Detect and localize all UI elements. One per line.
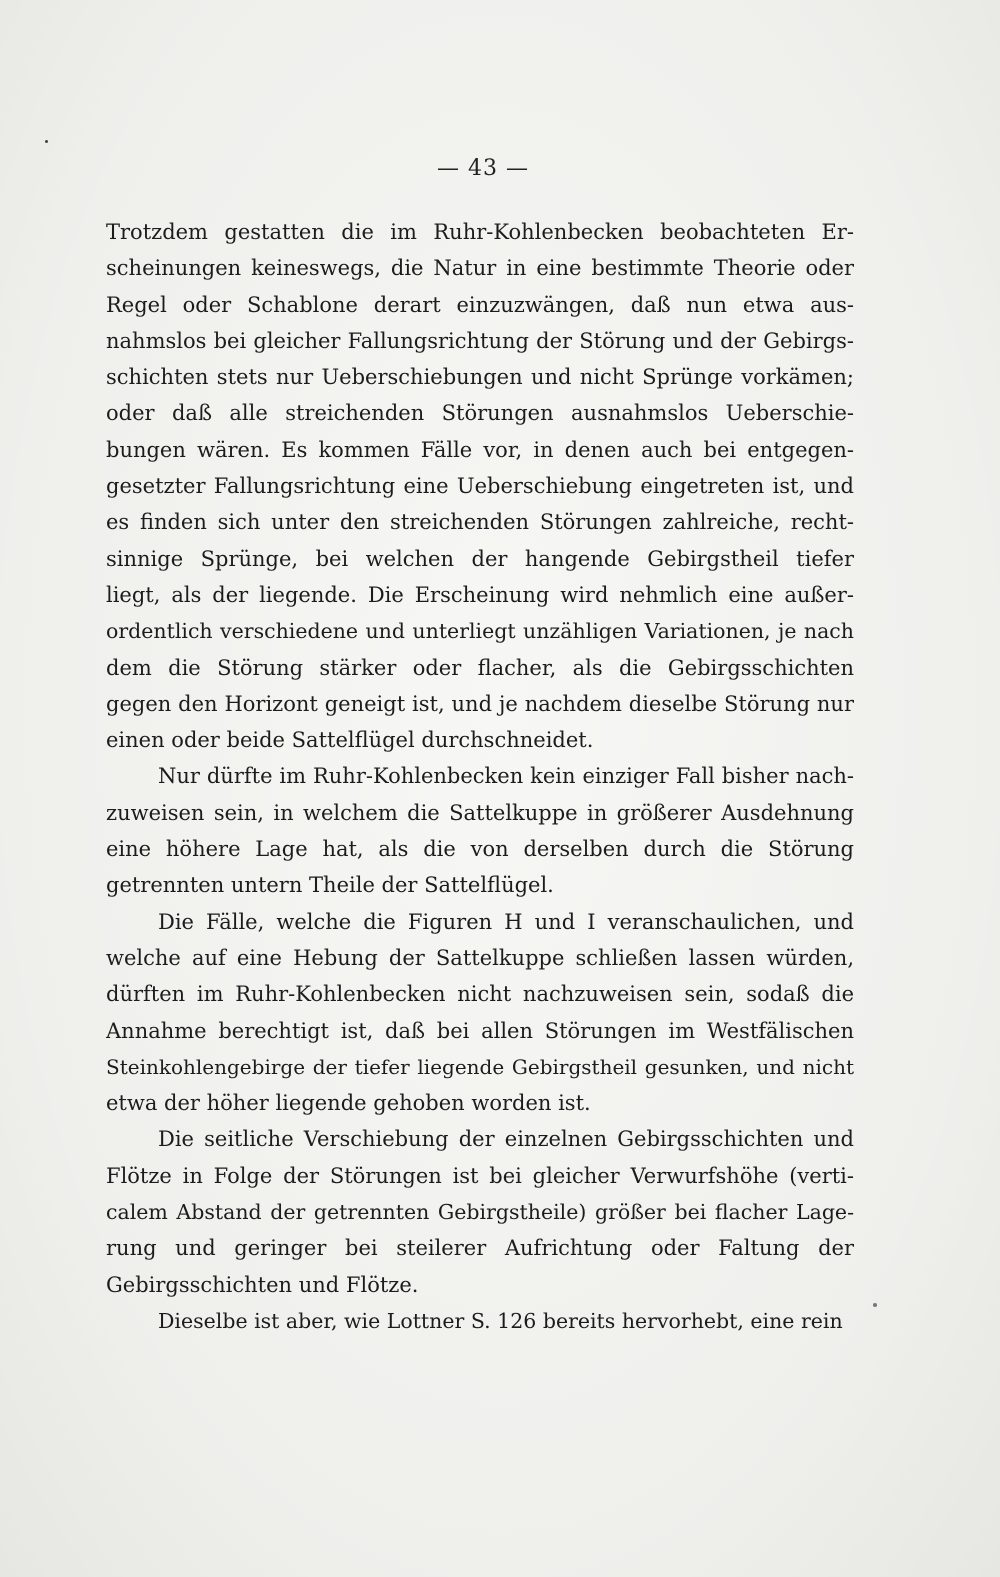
text-line: dem die Störung stärker oder flacher, als die Gebirgsschichten: [106, 655, 854, 680]
text-line: Steinkohlengebirge der tiefer liegende Gebirgstheil gesunken, und nicht: [106, 1054, 854, 1079]
dust-speck: [45, 140, 48, 143]
text-line: Gebirgsschichten und Flötze.: [106, 1272, 419, 1297]
text-line: ordentlich verschiedene und unterliegt unzähligen Variationen, je nach: [106, 619, 854, 644]
text-line: liegt, als der liegende. Die Erscheinung wird nehmlich eine außer-: [106, 582, 854, 607]
text-line: zuweisen sein, in welchem die Sattelkuppe in größerer Ausdehnung: [106, 800, 854, 825]
page-number: — 43 —: [437, 156, 529, 181]
body-text: [106, 214, 854, 1339]
text-line: calem Abstand der getrennten Gebirgstheile) größer bei flacher Lage-: [106, 1200, 854, 1225]
text-line: schichten stets nur Ueberschiebungen und nicht Sprünge vorkämen;: [106, 365, 854, 390]
text-line: getrennten untern Theile der Sattelflügel.: [106, 873, 554, 898]
text-line: sinnige Sprünge, bei welchen der hangende Gebirgstheil tiefer: [106, 546, 854, 571]
text-line: Annahme berechtigt ist, daß bei allen Störungen im Westfälischen: [106, 1018, 854, 1043]
text-line: scheinungen keineswegs, die Natur in eine bestimmte Theorie oder: [106, 256, 854, 281]
text-line: einen oder beide Sattelflügel durchschneidet.: [106, 728, 594, 753]
text-line: bungen wären. Es kommen Fälle vor, in denen auch bei entgegen-: [106, 437, 854, 462]
text-line: etwa der höher liegende gehoben worden ist.: [106, 1091, 591, 1116]
text-line: dürften im Ruhr-Kohlenbecken nicht nachzuweisen sein, sodaß die: [106, 982, 854, 1007]
text-line: Die seitliche Verschiebung der einzelnen Gebirgsschichten und: [158, 1127, 854, 1152]
text-line: gegen den Horizont geneigt ist, und je nachdem dieselbe Störung nur: [106, 691, 854, 716]
text-line: Nur dürfte im Ruhr-Kohlenbecken kein einziger Fall bisher nach-: [158, 764, 854, 789]
text-line: nahmslos bei gleicher Fallungsrichtung der Störung und der Gebirgs-: [106, 328, 854, 353]
text-line: rung und geringer bei steilerer Aufrichtung oder Faltung der: [106, 1236, 854, 1261]
text-line: oder daß alle streichenden Störungen ausnahmslos Ueberschie-: [106, 401, 854, 426]
text-line: eine höhere Lage hat, als die von derselben durch die Störung: [106, 837, 854, 862]
text-line: Regel oder Schablone derart einzuzwängen, daß nun etwa aus-: [106, 292, 854, 317]
dust-speck: [873, 1303, 877, 1307]
text-line: Die Fälle, welche die Figuren H und I veranschaulichen, und: [158, 909, 854, 934]
text-line: welche auf eine Hebung der Sattelkuppe schließen lassen würden,: [106, 945, 854, 970]
text-line: Dieselbe ist aber, wie Lottner S. 126 bereits hervorhebt, eine rein: [158, 1308, 843, 1333]
text-line: gesetzter Fallungsrichtung eine Ueberschiebung eingetreten ist, und: [106, 474, 854, 499]
text-line: Trotzdem gestatten die im Ruhr-Kohlenbecken beobachteten Er-: [106, 220, 854, 244]
text-line: Flötze in Folge der Störungen ist bei gleicher Verwurfshöhe (verti-: [106, 1163, 854, 1188]
text-line: es finden sich unter den streichenden Störungen zahlreiche, recht-: [106, 510, 854, 535]
